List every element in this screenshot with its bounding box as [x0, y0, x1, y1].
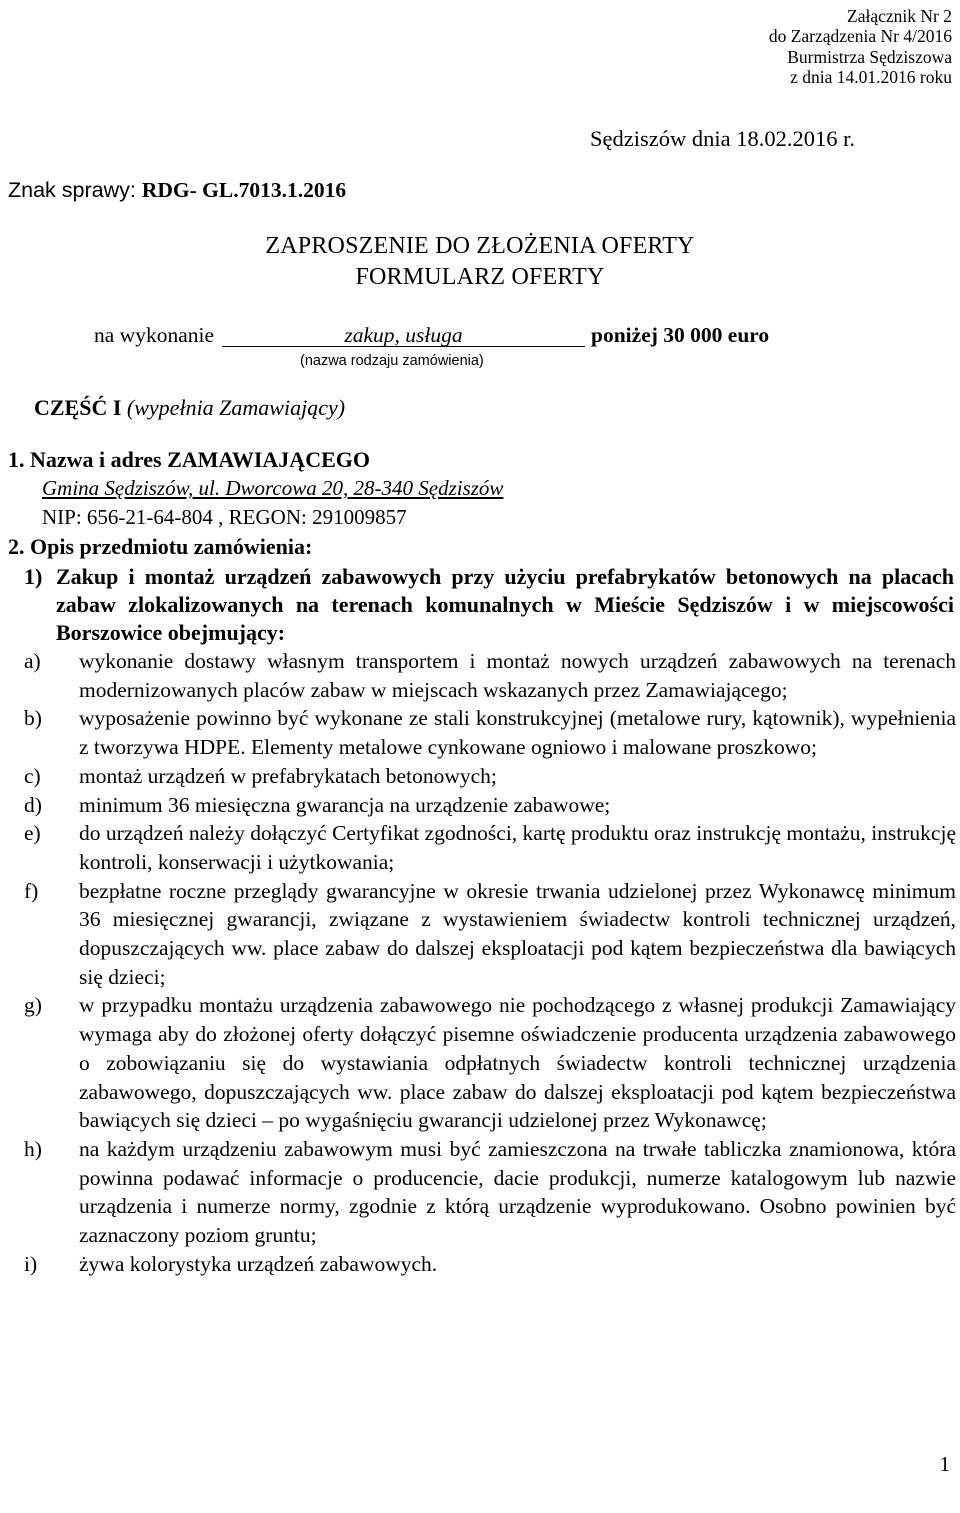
- part-label: CZĘŚĆ I: [34, 395, 122, 420]
- list-item-label: g): [24, 993, 42, 1018]
- list-item: [24, 1135, 956, 1250]
- case-number-value: RDG- GL.7013.1.2016: [141, 178, 347, 202]
- list-item-text: do urządzeń należy dołączyć Certyfikat zgodności, kartę produktu oraz instrukcję montażu, instrukcję kontroli, konserwacji i użytkowania;: [79, 821, 956, 874]
- order-threshold: poniżej 30 000 euro: [591, 323, 770, 347]
- list-item-label: d): [24, 792, 42, 817]
- subject-item-1: [24, 563, 954, 647]
- order-prefix: na wykonanie: [94, 323, 215, 347]
- list-item: [24, 791, 956, 820]
- list-item: [24, 647, 956, 704]
- attachment-line-3: Burmistrza Sędziszowa: [787, 46, 952, 67]
- place-date: Sędziszów dnia 18.02.2016 r.: [590, 126, 855, 151]
- order-type-row: [94, 323, 769, 348]
- attachment-line-4: z dnia 14.01.2016 roku: [790, 67, 952, 88]
- list-item-label: a): [24, 649, 41, 673]
- section-1-heading: 1. Nazwa i adres ZAMAWIAJĄCEGO: [8, 447, 370, 472]
- list-item-text: wyposażenie powinno być wykonane ze stali konstrukcyjnej (metalowe rury, kątownik), wypełnienia z tworzywa HDPE. Elementy metalowe cynkowane ogniowo i malowane proszkowo;: [79, 706, 956, 760]
- document-title: ZAPROSZENIE DO ZŁOŻENIA OFERTY: [265, 233, 695, 259]
- document-subtitle: FORMULARZ OFERTY: [355, 264, 605, 290]
- section-2-heading: 2. Opis przedmiotu zamówienia:: [8, 534, 313, 559]
- case-number-label: Znak sprawy:: [8, 178, 142, 202]
- attachment-line-2: do Zarządzenia Nr 4/2016: [768, 26, 952, 47]
- list-item-label: b): [24, 706, 42, 731]
- list-item: [24, 877, 956, 992]
- list-item-label: i): [24, 1251, 38, 1276]
- list-item-text: żywa kolorystyka urządzeń zabawowych.: [79, 1251, 438, 1276]
- subject-item-text: Zakup i montaż urządzeń zabawowych przy użyciu prefabrykatów betonowych na placach zabaw zlokalizowanych na terenach komunalnych w Mieście Sędziszów i w miejscowości Borszowice obejmujący:: [56, 564, 954, 645]
- tax-identifiers: NIP: 656-21-64-804 , REGON: 291009857: [42, 505, 407, 529]
- order-type-field: zakup, usługa: [222, 324, 585, 347]
- list-item-label: h): [24, 1136, 42, 1161]
- list-item: [24, 1250, 956, 1279]
- list-item-label: e): [24, 821, 41, 846]
- list-item: [24, 819, 956, 876]
- list-item-text: wykonanie dostawy własnym transportem i montaż nowych urządzeń zabawowych na terenach modernizowanych placów zabaw w miejscach wskazanych przez Zamawiającego;: [79, 649, 956, 702]
- list-item-text: na każdym urządzeniu zabawowym musi być zamieszczona na trwałe tabliczka znamionowa, która powinna podawać informacje o producencie, dacie produkcji, numerze katalogowym lub nazwie urządzenia i numerze normy, zgodnie z którą urządzenie wyprodukowano. Osobno powinien być zaznaczony poziom gruntu;: [79, 1136, 956, 1248]
- list-item-text: montaż urządzeń w prefabrykatach betonowych;: [79, 763, 497, 788]
- case-number: [8, 178, 346, 203]
- page-number: 1: [939, 1452, 950, 1476]
- part-heading: [34, 395, 345, 421]
- list-item-text: minimum 36 miesięczna gwarancja na urządzenie zabawowe;: [79, 792, 611, 817]
- order-field-caption: (nazwa rodzaju zamówienia): [300, 353, 484, 369]
- attachment-line-1: Załącznik Nr 2: [847, 6, 952, 26]
- list-item-text: bezpłatne roczne przeglądy gwarancyjne w okresie trwania udzielonej przez Wykonawcę minimum 36 miesięcznej gwarancji, związane z wystawieniem świadectw kontroli technicznej urządzeń, dopuszczających ww. place zabaw do dalszej eksploatacji pod kątem bezpieczeństwa dla bawiących się dzieci;: [79, 878, 956, 989]
- contracting-authority-address: Gmina Sędziszów, ul. Dworcowa 20, 28-340 Sędziszów: [42, 476, 504, 500]
- list-item-label: f): [24, 878, 39, 903]
- requirements-list: [24, 647, 956, 1278]
- subject-item-number: 1): [24, 564, 43, 589]
- list-item: [24, 991, 956, 1135]
- list-item-text: w przypadku montażu urządzenia zabawowego nie pochodzącego z własnej produkcji Zamawiający wymaga aby do złożonej oferty dołączyć pisemne oświadczenie producenta urządzenia zabawowego o zobowiązaniu się do wystawiania odpłatnych świadectw kontroli technicznej urządzenia zabawowego, dopuszczających ww. place zabaw do dalszej eksploatacji pod kątem bezpieczeństwa bawiących się dzieci – po wygaśnięciu gwarancji udzielonej przez Wykonawcę;: [79, 993, 956, 1133]
- list-item: [24, 704, 956, 761]
- list-item-label: c): [24, 763, 41, 788]
- attachment-note: [622, 6, 952, 88]
- part-note: (wypełnia Zamawiający): [121, 395, 346, 420]
- list-item: [24, 762, 956, 791]
